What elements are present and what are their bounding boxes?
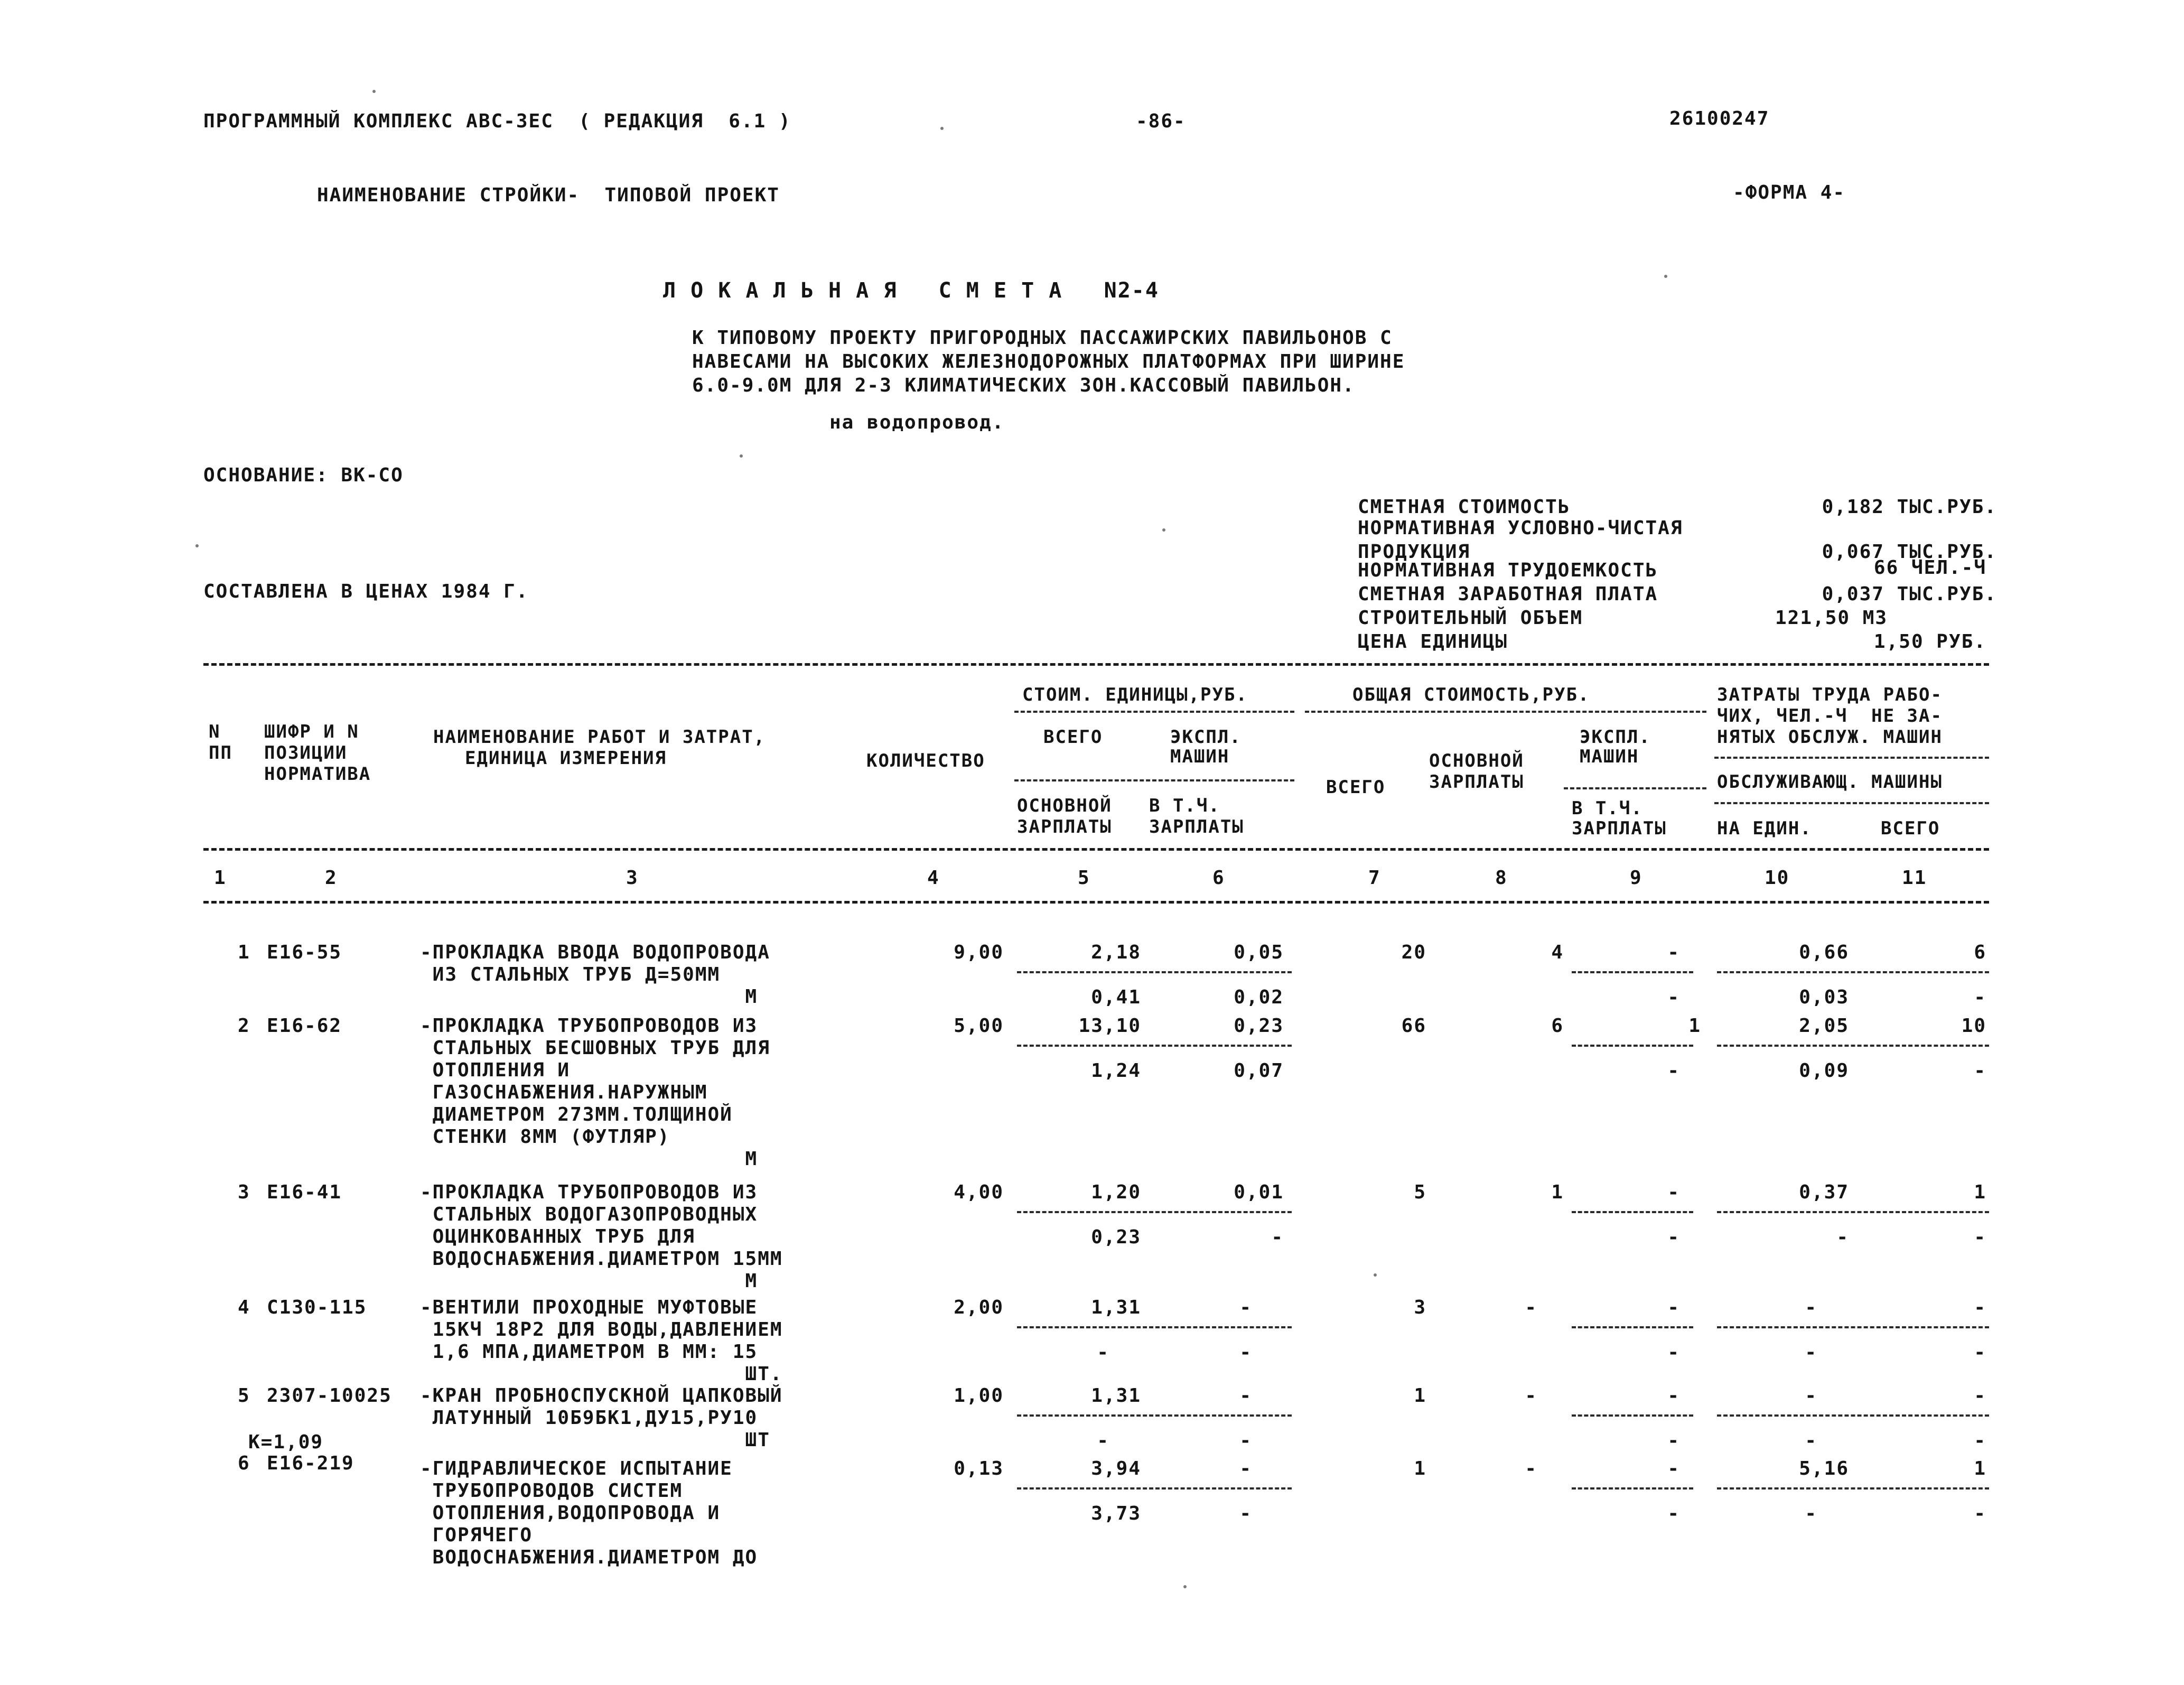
row-total-mwage: - xyxy=(1667,1430,1680,1451)
table-header-rule xyxy=(203,848,1989,851)
summary-label: ЦЕНА ЕДИНИЦЫ xyxy=(1358,631,1508,653)
row-subrule xyxy=(1572,1211,1693,1213)
row-number: 2 xyxy=(238,1015,250,1037)
row-unit-mwage: - xyxy=(1239,1342,1252,1363)
row-labor-all: 10 xyxy=(1961,1015,1986,1037)
row-subrule xyxy=(1017,971,1292,973)
col-number: 1 xyxy=(214,867,227,889)
rule xyxy=(1564,787,1706,789)
scan-speck xyxy=(372,90,376,93)
row-labor-all2: - xyxy=(1974,986,1986,1008)
row-name-line: ОТОПЛЕНИЯ И xyxy=(420,1059,571,1081)
row-labor-unit: 5,16 xyxy=(1799,1458,1849,1479)
row-subrule xyxy=(1017,1487,1292,1489)
summary-label: СТРОИТЕЛЬНЫЙ ОБЪЕМ xyxy=(1358,607,1583,629)
row-unit-all: 13,10 xyxy=(1078,1015,1141,1037)
title-line-3: 6.0-9.0М ДЛЯ 2-3 КЛИМАТИЧЕСКИХ ЗОН.КАССОВЫЙ ПАВИЛЬОН. xyxy=(692,375,1355,396)
row-qty: 0,13 xyxy=(954,1458,1004,1479)
col-unit-wage-label: ОСНОВНОЙ xyxy=(1017,795,1112,816)
row-total-wage: - xyxy=(1525,1297,1537,1318)
row-unit-all: 3,94 xyxy=(1091,1458,1141,1479)
col-number: 5 xyxy=(1078,867,1090,889)
scan-speck xyxy=(740,454,743,458)
row-subrule xyxy=(1017,1326,1292,1328)
row-code: С130-115 xyxy=(267,1297,367,1318)
row-total-mwage: - xyxy=(1667,1226,1680,1248)
row-name-line: ВОДОСНАБЖЕНИЯ.ДИАМЕТРОМ 15ММ xyxy=(420,1248,783,1270)
col-unit-mwage-label: В Т.Ч. xyxy=(1149,795,1220,816)
col-number: 4 xyxy=(927,867,940,889)
summary-label: СМЕТНАЯ ЗАРАБОТНАЯ ПЛАТА xyxy=(1358,583,1658,605)
row-unit-mach: - xyxy=(1239,1297,1252,1318)
row-labor-all: - xyxy=(1974,1385,1986,1407)
row-qty: 1,00 xyxy=(954,1385,1004,1407)
col-unit-mach-label: ЭКСПЛ. xyxy=(1170,727,1242,748)
row-subrule xyxy=(1717,1487,1989,1489)
col-total-cost-label: ОБЩАЯ СТОИМОСТЬ,РУБ. xyxy=(1352,684,1590,705)
summary-label: СМЕТНАЯ СТОИМОСТЬ xyxy=(1358,496,1571,518)
col-num-label: N xyxy=(209,721,221,742)
row-total-all: 1 xyxy=(1414,1458,1426,1479)
row-subrule xyxy=(1017,1045,1292,1047)
row-name-line: 1,6 МПА,ДИАМЕТРОМ В ММ: 15 xyxy=(420,1341,758,1363)
row-total-all: 66 xyxy=(1401,1015,1426,1037)
col-total-mach-label: МАШИН xyxy=(1580,746,1639,767)
row-labor-all2: - xyxy=(1974,1226,1986,1248)
col-number: 11 xyxy=(1902,867,1927,889)
summary-label: НОРМАТИВНАЯ УСЛОВНО-ЧИСТАЯ xyxy=(1358,517,1683,539)
row-subrule xyxy=(1717,971,1989,973)
col-name-label: ЕДИНИЦА ИЗМЕРЕНИЯ xyxy=(465,748,667,769)
row-subrule xyxy=(1717,1045,1989,1047)
rule xyxy=(1305,711,1706,713)
row-labor-all: - xyxy=(1974,1297,1986,1318)
table-number-rule xyxy=(203,901,1989,904)
row-total-all: 1 xyxy=(1414,1385,1426,1407)
summary-value: 0,037 ТЫС.РУБ. xyxy=(1822,583,1997,605)
col-number: 6 xyxy=(1212,867,1225,889)
row-name-line: М xyxy=(420,1270,758,1292)
form-number: -ФОРМА 4- xyxy=(1733,182,1846,203)
scan-speck xyxy=(940,127,944,130)
row-name-line: ЛАТУННЫЙ 10Б9БК1,ДУ15,РУ10 xyxy=(420,1407,758,1429)
row-subrule xyxy=(1572,1414,1693,1417)
col-labor-unit-label: НА ЕДИН. xyxy=(1717,818,1812,839)
row-unit-mwage: 0,07 xyxy=(1234,1060,1284,1082)
row-labor-unit: - xyxy=(1805,1385,1817,1407)
row-labor-all: 1 xyxy=(1974,1458,1986,1479)
row-number: 5 xyxy=(238,1385,250,1407)
row-name-line: -КРАН ПРОБНОСПУСКНОЙ ЦАПКОВЫЙ xyxy=(420,1385,783,1407)
row-total-mwage: - xyxy=(1667,1060,1680,1082)
row-total-wage: 4 xyxy=(1551,942,1564,963)
basis: ОСНОВАНИЕ: ВК-СО xyxy=(203,464,404,486)
col-code-label: ПОЗИЦИИ xyxy=(264,742,348,764)
construction-name: НАИМЕНОВАНИЕ СТРОЙКИ- ТИПОВОЙ ПРОЕКТ xyxy=(317,184,780,206)
row-code: Е16-62 xyxy=(267,1015,342,1037)
summary-value: 1,50 РУБ. xyxy=(1873,631,1986,653)
scan-speck xyxy=(1162,528,1165,532)
row-number: 3 xyxy=(238,1181,250,1203)
row-unit-wage: 3,73 xyxy=(1091,1503,1141,1524)
row-name-line: -ПРОКЛАДКА ТРУБОПРОВОДОВ ИЗ xyxy=(420,1015,758,1037)
row-subrule xyxy=(1717,1326,1989,1328)
row-total-mach: - xyxy=(1667,1297,1680,1318)
row-labor-unit: 2,05 xyxy=(1799,1015,1849,1037)
row-subrule xyxy=(1572,1326,1693,1328)
row-name-line: М xyxy=(420,986,758,1008)
row-unit-mwage: - xyxy=(1239,1503,1252,1524)
summary-label: НОРМАТИВНАЯ ТРУДОЕМКОСТЬ xyxy=(1358,560,1658,581)
row-qty: 9,00 xyxy=(954,942,1004,963)
row-total-mwage: - xyxy=(1667,1503,1680,1524)
row-subrule xyxy=(1717,1211,1989,1213)
row-total-all: 5 xyxy=(1414,1181,1426,1203)
row-code: Е16-55 xyxy=(267,942,342,963)
row-unit-wage: 1,24 xyxy=(1091,1060,1141,1082)
row-unit-mach: 0,01 xyxy=(1234,1181,1284,1203)
row-name-line: -ГИДРАВЛИЧЕСКОЕ ИСПЫТАНИЕ xyxy=(420,1458,733,1479)
summary-value: 0,067 ТЫС.РУБ. xyxy=(1822,541,1997,563)
estimate-heading: Л О К А Л Ь Н А Я С М Е Т А N2-4 xyxy=(663,278,1159,303)
row-name-line: ОТОПЛЕНИЯ,ВОДОПРОВОДА И xyxy=(420,1502,721,1524)
col-total-wage-label: ОСНОВНОЙ xyxy=(1429,750,1524,771)
row-name-line: -ПРОКЛАДКА ТРУБОПРОВОДОВ ИЗ xyxy=(420,1181,758,1203)
row-labor-unit: - xyxy=(1805,1297,1817,1318)
col-num-label: ПП xyxy=(209,742,232,764)
col-total-wage-label: ЗАРПЛАТЫ xyxy=(1429,771,1524,793)
col-unit-wage-label: ЗАРПЛАТЫ xyxy=(1017,816,1112,837)
rule xyxy=(1014,779,1294,781)
row-unit-wage: - xyxy=(1097,1430,1109,1451)
row-subrule xyxy=(1572,971,1693,973)
row-name-line: -ПРОКЛАДКА ВВОДА ВОДОПРОВОДА xyxy=(420,942,770,963)
rule xyxy=(1714,802,1989,804)
row-unit-mwage: 0,02 xyxy=(1234,986,1284,1008)
col-qty-label: КОЛИЧЕСТВО xyxy=(866,750,985,771)
summary-label: ПРОДУКЦИЯ xyxy=(1358,541,1471,563)
col-labor-label: ЗАТРАТЫ ТРУДА РАБО- xyxy=(1717,684,1943,705)
row-total-mwage: - xyxy=(1667,1342,1680,1363)
row-total-wage: 6 xyxy=(1551,1015,1564,1037)
row-unit-all: 2,18 xyxy=(1091,942,1141,963)
row-unit-all: 1,31 xyxy=(1091,1297,1141,1318)
summary-value: 66 ЧЕЛ.-Ч xyxy=(1873,557,1986,579)
row-unit-wage: - xyxy=(1097,1342,1109,1363)
row-name-line: ОЦИНКОВАННЫХ ТРУБ ДЛЯ xyxy=(420,1226,695,1248)
summary-value: 121,50 М3 xyxy=(1775,607,1888,629)
col-code-label: ШИФР И N xyxy=(264,721,359,742)
col-labor-label: НЯТЫХ ОБСЛУЖ. МАШИН xyxy=(1717,727,1943,748)
document-code: 26100247 xyxy=(1669,108,1770,129)
col-unit-cost-label: СТОИМ. ЕДИНИЦЫ,РУБ. xyxy=(1022,684,1248,705)
row-name-line: -ВЕНТИЛИ ПРОХОДНЫЕ МУФТОВЫЕ xyxy=(420,1297,758,1318)
row-subrule xyxy=(1717,1414,1989,1417)
row-subrule xyxy=(1017,1414,1292,1417)
row-unit-wage: 0,41 xyxy=(1091,986,1141,1008)
row-total-wage: - xyxy=(1525,1385,1537,1407)
col-number: 7 xyxy=(1368,867,1381,889)
row-labor-all2: - xyxy=(1974,1430,1986,1451)
row-labor-all2: - xyxy=(1974,1503,1986,1524)
col-number: 10 xyxy=(1765,867,1790,889)
row-labor-unit2: 0,09 xyxy=(1799,1060,1849,1082)
row-labor-unit2: 0,03 xyxy=(1799,986,1849,1008)
col-number: 2 xyxy=(325,867,338,889)
row-name-line: СТЕНКИ 8ММ (ФУТЛЯР) xyxy=(420,1126,670,1148)
row-unit-mwage: - xyxy=(1239,1430,1252,1451)
row-labor-unit2: - xyxy=(1836,1226,1849,1248)
row-name-line: СТАЛЬНЫХ ВОДОГАЗОПРОВОДНЫХ xyxy=(420,1204,758,1225)
row-code: Е16-219 xyxy=(267,1453,354,1474)
row-total-all: 3 xyxy=(1414,1297,1426,1318)
row-qty: 5,00 xyxy=(954,1015,1004,1037)
col-labor-sub-label: ОБСЛУЖИВАЮЩ. МАШИНЫ xyxy=(1717,771,1943,793)
row-unit-mwage: - xyxy=(1271,1226,1284,1248)
row-name-line: ГОРЯЧЕГО xyxy=(420,1524,533,1546)
row-name-line: ШТ xyxy=(420,1429,770,1451)
row-unit-wage: 0,23 xyxy=(1091,1226,1141,1248)
row-unit-mach: 0,23 xyxy=(1234,1015,1284,1037)
col-total-all-label: ВСЕГО xyxy=(1326,777,1386,798)
row-name-line: ИЗ СТАЛЬНЫХ ТРУБ Д=50ММ xyxy=(420,964,721,985)
row-total-mach: - xyxy=(1667,1181,1680,1203)
row-total-mach: - xyxy=(1667,942,1680,963)
row-total-mwage: - xyxy=(1667,986,1680,1008)
row-unit-mach: 0,05 xyxy=(1234,942,1284,963)
row-name-line: ДИАМЕТРОМ 273ММ.ТОЛЩИНОЙ xyxy=(420,1104,733,1125)
scan-speck xyxy=(1664,275,1667,278)
scan-speck xyxy=(195,544,199,547)
row-number: 4 xyxy=(238,1297,250,1318)
program-name: ПРОГРАММНЫЙ КОМПЛЕКС АВС-3ЕС ( РЕДАКЦИЯ 6.1 ) xyxy=(203,110,791,132)
rule xyxy=(1014,711,1294,713)
row-labor-all2: - xyxy=(1974,1342,1986,1363)
col-labor-all-label: ВСЕГО xyxy=(1881,818,1940,839)
row-name-line: ВОДОСНАБЖЕНИЯ.ДИАМЕТРОМ ДО xyxy=(420,1547,758,1568)
title-line-2: НАВЕСАМИ НА ВЫСОКИХ ЖЕЛЕЗНОДОРОЖНЫХ ПЛАТФОРМАХ ПРИ ШИРИНЕ xyxy=(692,351,1405,373)
row-labor-unit: 0,37 xyxy=(1799,1181,1849,1203)
scan-speck xyxy=(1374,1273,1377,1277)
rule xyxy=(1714,757,1989,759)
row-labor-all: 1 xyxy=(1974,1181,1986,1203)
title-line-4: на водопровод. xyxy=(829,412,1005,433)
col-unit-mwage-label: ЗАРПЛАТЫ xyxy=(1149,816,1244,837)
row-unit-mach: - xyxy=(1239,1385,1252,1407)
col-number: 8 xyxy=(1495,867,1508,889)
title-line-1: К ТИПОВОМУ ПРОЕКТУ ПРИГОРОДНЫХ ПАССАЖИРСКИХ ПАВИЛЬОНОВ С xyxy=(692,327,1393,349)
row-name-line: ШТ. xyxy=(420,1363,783,1385)
row-name-line: М xyxy=(420,1148,758,1170)
row-number: 6 xyxy=(238,1453,250,1474)
page-number: -86- xyxy=(1136,110,1186,132)
col-name-label: НАИМЕНОВАНИЕ РАБОТ И ЗАТРАТ, xyxy=(433,727,766,748)
col-total-mwage-label: В Т.Ч. xyxy=(1572,798,1643,819)
row-coefficient: К=1,09 xyxy=(248,1431,324,1453)
col-code-label: НОРМАТИВА xyxy=(264,764,371,785)
row-labor-all: 6 xyxy=(1974,942,1986,963)
row-unit-all: 1,20 xyxy=(1091,1181,1141,1203)
row-total-mach: 1 xyxy=(1688,1015,1701,1037)
row-total-wage: 1 xyxy=(1551,1181,1564,1203)
row-subrule xyxy=(1572,1045,1693,1047)
row-subrule xyxy=(1572,1487,1693,1489)
row-total-wage: - xyxy=(1525,1458,1537,1479)
row-name-line: ТРУБОПРОВОДОВ СИСТЕМ xyxy=(420,1480,683,1502)
row-name-line: ГАЗОСНАБЖЕНИЯ.НАРУЖНЫМ xyxy=(420,1082,708,1103)
row-labor-unit2: - xyxy=(1805,1342,1817,1363)
col-unit-mach-label: МАШИН xyxy=(1170,746,1230,767)
col-labor-label: ЧИХ, ЧЕЛ.-Ч НЕ ЗА- xyxy=(1717,705,1943,727)
row-labor-unit2: - xyxy=(1805,1503,1817,1524)
table-top-rule xyxy=(203,663,1989,666)
row-code: Е16-41 xyxy=(267,1181,342,1203)
col-total-mwage-label: ЗАРПЛАТЫ xyxy=(1572,818,1667,839)
row-unit-mach: - xyxy=(1239,1458,1252,1479)
col-total-mach-label: ЭКСПЛ. xyxy=(1580,727,1651,748)
row-qty: 4,00 xyxy=(954,1181,1004,1203)
summary-value: 0,182 ТЫС.РУБ. xyxy=(1822,496,1997,518)
row-qty: 2,00 xyxy=(954,1297,1004,1318)
row-total-all: 20 xyxy=(1401,942,1426,963)
row-code: 2307-10025 xyxy=(267,1385,392,1407)
scan-speck xyxy=(1183,1585,1187,1588)
row-number: 1 xyxy=(238,942,250,963)
row-total-mach: - xyxy=(1667,1458,1680,1479)
row-labor-unit: 0,66 xyxy=(1799,942,1849,963)
row-total-mach: - xyxy=(1667,1385,1680,1407)
row-unit-all: 1,31 xyxy=(1091,1385,1141,1407)
col-number: 3 xyxy=(626,867,639,889)
col-unit-all-label: ВСЕГО xyxy=(1043,727,1103,748)
price-level: СОСТАВЛЕНА В ЦЕНАХ 1984 Г. xyxy=(203,581,529,602)
row-labor-unit2: - xyxy=(1805,1430,1817,1451)
row-labor-all2: - xyxy=(1974,1060,1986,1082)
row-name-line: 15КЧ 18Р2 ДЛЯ ВОДЫ,ДАВЛЕНИЕМ xyxy=(420,1319,783,1340)
row-subrule xyxy=(1017,1211,1292,1213)
col-number: 9 xyxy=(1630,867,1642,889)
row-name-line: СТАЛЬНЫХ БЕСШОВНЫХ ТРУБ ДЛЯ xyxy=(420,1037,770,1059)
